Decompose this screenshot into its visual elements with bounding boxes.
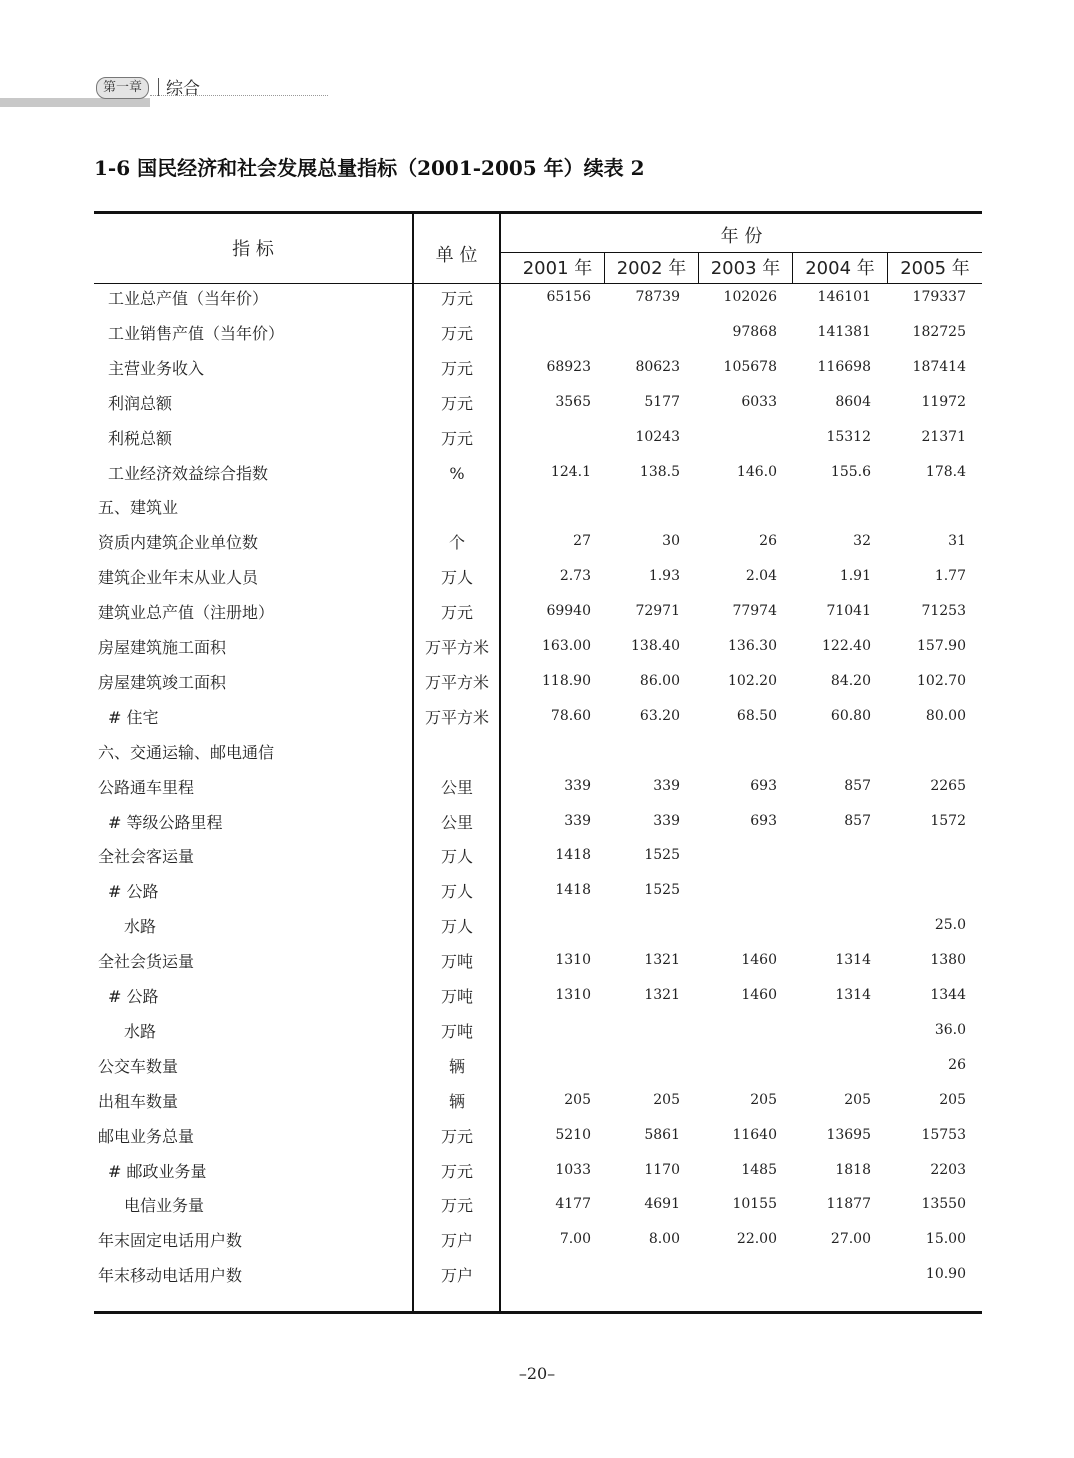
row-indicator: 五、建筑业 bbox=[98, 498, 179, 518]
table-title: 1-6 国民经济和社会发展总量指标（2001-2005 年）续表 2 bbox=[94, 156, 645, 180]
row-unit: 万元 bbox=[440, 1161, 473, 1181]
row-unit: 万人 bbox=[440, 847, 473, 867]
table-row bbox=[94, 1014, 982, 1049]
row-value-2004: 205 bbox=[844, 1091, 871, 1108]
row-value-2005: 179337 bbox=[912, 289, 966, 305]
row-value-2003: 1460 bbox=[741, 987, 777, 1003]
row-unit: 万元 bbox=[440, 1126, 473, 1146]
row-value-2001: 5210 bbox=[555, 1126, 591, 1143]
row-value-2001: 3565 bbox=[555, 393, 591, 410]
row-value-2004: 122.40 bbox=[822, 638, 871, 654]
table-row bbox=[94, 1084, 982, 1119]
row-unit: 公里 bbox=[440, 812, 473, 832]
row-indicator: 房屋建筑施工面积 bbox=[98, 638, 227, 657]
row-value-2003: 11640 bbox=[732, 1126, 777, 1143]
header-year-2003: 2003 年 bbox=[710, 258, 781, 279]
row-value-2002: 80623 bbox=[635, 358, 680, 375]
table-row bbox=[94, 909, 982, 944]
row-unit: 万元 bbox=[440, 428, 473, 448]
row-value-2005: 10.90 bbox=[925, 1266, 966, 1283]
table-row bbox=[94, 1223, 982, 1258]
row-indicator: 年末移动电话用户数 bbox=[98, 1266, 243, 1286]
row-value-2004: 857 bbox=[844, 812, 871, 829]
data-table bbox=[94, 211, 982, 1314]
row-indicator: 全社会货运量 bbox=[98, 952, 195, 972]
table-row bbox=[94, 770, 982, 805]
row-unit: 万吨 bbox=[440, 952, 473, 972]
row-unit: 万户 bbox=[440, 1231, 473, 1251]
row-indicator: 工业经济效益综合指数 bbox=[108, 463, 269, 483]
row-indicator: 资质内建筑企业单位数 bbox=[98, 533, 259, 553]
row-value-2001: 4177 bbox=[555, 1196, 591, 1213]
table-row bbox=[94, 456, 982, 491]
row-value-2001: 1310 bbox=[555, 987, 591, 1003]
header-year-group: 年 份 bbox=[720, 226, 763, 247]
header-year-rule bbox=[501, 252, 982, 253]
row-value-2005: 25.0 bbox=[934, 917, 966, 934]
row-value-2005: 1380 bbox=[930, 952, 966, 969]
table-row bbox=[94, 1188, 982, 1223]
row-value-2004: 1.91 bbox=[839, 568, 871, 585]
row-value-2005: 1572 bbox=[930, 812, 966, 829]
header-band bbox=[0, 98, 150, 107]
row-value-2003: 102.20 bbox=[728, 672, 777, 689]
table-row bbox=[94, 874, 982, 909]
row-unit: 万元 bbox=[440, 323, 473, 343]
row-value-2002: 339 bbox=[653, 812, 680, 829]
row-unit: 万人 bbox=[440, 917, 473, 937]
table-row bbox=[94, 1154, 982, 1189]
table-row bbox=[94, 281, 982, 316]
row-value-2001: 118.90 bbox=[542, 672, 591, 689]
row-indicator: 主营业务收入 bbox=[108, 358, 205, 378]
row-value-2003: 693 bbox=[750, 777, 777, 794]
row-value-2004: 11877 bbox=[826, 1196, 871, 1213]
row-value-2003: 26 bbox=[759, 533, 777, 550]
row-value-2001: 2.73 bbox=[559, 568, 591, 585]
row-indicator: 水路 bbox=[124, 917, 157, 937]
row-unit: 万元 bbox=[440, 358, 473, 378]
table-row bbox=[94, 1049, 982, 1084]
row-value-2003: 693 bbox=[750, 812, 777, 829]
row-value-2005: 26 bbox=[948, 1056, 966, 1073]
header-unit: 单 位 bbox=[435, 245, 478, 266]
row-value-2002: 30 bbox=[662, 533, 680, 550]
row-value-2005: 182725 bbox=[912, 323, 966, 340]
row-value-2002: 205 bbox=[653, 1091, 680, 1108]
row-indicator: 全社会客运量 bbox=[98, 847, 195, 867]
row-value-2003: 1485 bbox=[741, 1161, 777, 1178]
chapter-badge: 第一章 bbox=[96, 77, 149, 99]
table-row bbox=[94, 560, 982, 595]
row-indicator: # 邮政业务量 bbox=[108, 1161, 207, 1181]
page-number: –20– bbox=[518, 1364, 556, 1383]
row-unit: 万人 bbox=[440, 882, 473, 902]
row-value-2001: 205 bbox=[564, 1091, 591, 1108]
row-unit: 万元 bbox=[440, 393, 473, 413]
row-value-2003: 146.0 bbox=[736, 463, 777, 480]
row-value-2001: 68923 bbox=[546, 358, 591, 375]
row-value-2001: 163.00 bbox=[542, 638, 591, 654]
row-value-2001: 124.1 bbox=[550, 463, 591, 480]
row-unit: 万元 bbox=[440, 289, 473, 308]
table-row bbox=[94, 490, 982, 525]
row-indicator: # 公路 bbox=[108, 987, 159, 1006]
row-value-2002: 1321 bbox=[644, 952, 680, 969]
row-value-2001: 65156 bbox=[546, 289, 591, 305]
row-value-2002: 5861 bbox=[644, 1126, 680, 1143]
row-value-2002: 10243 bbox=[635, 428, 680, 445]
row-value-2003: 77974 bbox=[732, 603, 777, 620]
row-value-2002: 1525 bbox=[644, 882, 680, 899]
table-row bbox=[94, 839, 982, 874]
table-row bbox=[94, 1119, 982, 1154]
table-row bbox=[94, 421, 982, 456]
row-value-2005: 80.00 bbox=[925, 707, 966, 724]
row-value-2003: 102026 bbox=[723, 289, 777, 305]
row-indicator: 建筑业总产值（注册地） bbox=[98, 603, 275, 623]
table-bottom-rule bbox=[94, 1311, 982, 1314]
row-value-2001: 339 bbox=[564, 812, 591, 829]
row-indicator: 建筑企业年末从业人员 bbox=[98, 568, 259, 588]
row-value-2004: 1818 bbox=[835, 1161, 871, 1178]
row-value-2004: 146101 bbox=[817, 289, 871, 305]
row-indicator: 邮电业务总量 bbox=[98, 1126, 195, 1146]
row-indicator: 六、交通运输、邮电通信 bbox=[98, 742, 275, 762]
row-indicator: 工业销售产值（当年价） bbox=[108, 323, 285, 343]
row-value-2005: 2265 bbox=[930, 777, 966, 794]
row-indicator: 电信业务量 bbox=[124, 1196, 205, 1216]
row-value-2001: 69940 bbox=[546, 603, 591, 620]
row-unit: 个 bbox=[448, 533, 465, 553]
row-indicator: 出租车数量 bbox=[98, 1091, 179, 1111]
table-row bbox=[94, 386, 982, 421]
row-value-2005: 15753 bbox=[921, 1126, 966, 1143]
row-value-2001: 27 bbox=[573, 533, 591, 550]
row-value-2005: 11972 bbox=[921, 393, 966, 410]
row-value-2002: 86.00 bbox=[639, 672, 680, 689]
row-unit: 辆 bbox=[448, 1056, 465, 1076]
row-indicator: # 等级公路里程 bbox=[108, 812, 223, 832]
header-year-2002: 2002 年 bbox=[616, 258, 687, 279]
row-value-2002: 1525 bbox=[644, 847, 680, 864]
row-value-2001: 339 bbox=[564, 777, 591, 794]
row-value-2005: 178.4 bbox=[925, 463, 966, 480]
row-value-2003: 6033 bbox=[741, 393, 777, 410]
row-unit: 万元 bbox=[440, 603, 473, 623]
row-value-2001: 7.00 bbox=[559, 1231, 591, 1248]
row-value-2004: 8604 bbox=[835, 393, 871, 410]
row-indicator: 水路 bbox=[124, 1021, 157, 1041]
row-unit: 万平方米 bbox=[424, 707, 489, 727]
table-row bbox=[94, 316, 982, 351]
row-value-2004: 84.20 bbox=[830, 672, 871, 689]
row-value-2005: 102.70 bbox=[917, 672, 966, 689]
row-value-2005: 36.0 bbox=[934, 1021, 966, 1038]
row-indicator: 工业总产值（当年价） bbox=[108, 289, 269, 308]
header-year-2004: 2004 年 bbox=[805, 258, 875, 279]
row-unit: 公里 bbox=[440, 777, 473, 797]
row-value-2003: 68.50 bbox=[736, 707, 777, 724]
table-top-rule bbox=[94, 211, 982, 214]
row-unit: % bbox=[449, 463, 465, 483]
row-value-2002: 63.20 bbox=[639, 707, 680, 724]
row-value-2002: 339 bbox=[653, 777, 680, 794]
table-row bbox=[94, 735, 982, 770]
row-unit: 辆 bbox=[448, 1091, 465, 1111]
row-unit: 万吨 bbox=[440, 1021, 473, 1041]
row-value-2004: 116698 bbox=[817, 358, 871, 375]
table-row bbox=[94, 1258, 982, 1293]
row-value-2002: 1.93 bbox=[648, 568, 680, 585]
chapter-title: 综合 bbox=[166, 79, 200, 99]
row-value-2004: 857 bbox=[844, 777, 871, 794]
row-value-2003: 136.30 bbox=[728, 638, 777, 654]
row-value-2004: 155.6 bbox=[830, 463, 871, 480]
row-value-2004: 27.00 bbox=[830, 1231, 871, 1248]
table-row bbox=[94, 944, 982, 979]
row-value-2005: 2203 bbox=[930, 1161, 966, 1178]
row-value-2003: 97868 bbox=[732, 323, 777, 340]
row-value-2005: 13550 bbox=[921, 1196, 966, 1213]
row-value-2002: 138.5 bbox=[639, 463, 680, 480]
row-value-2002: 78739 bbox=[635, 289, 680, 305]
header-separator bbox=[158, 78, 159, 96]
row-value-2003: 205 bbox=[750, 1091, 777, 1108]
table-row bbox=[94, 595, 982, 630]
row-value-2002: 1170 bbox=[644, 1161, 680, 1178]
row-value-2004: 13695 bbox=[826, 1126, 871, 1143]
row-unit: 万平方米 bbox=[424, 672, 489, 692]
table-row bbox=[94, 805, 982, 840]
header-year-2001: 2001 年 bbox=[522, 258, 593, 279]
row-value-2005: 1344 bbox=[930, 987, 966, 1003]
row-value-2005: 1.77 bbox=[934, 568, 966, 585]
row-unit: 万户 bbox=[440, 1266, 473, 1286]
row-indicator: 利税总额 bbox=[108, 428, 173, 448]
row-value-2003: 22.00 bbox=[736, 1231, 777, 1248]
row-value-2001: 1033 bbox=[555, 1161, 591, 1178]
row-indicator: 年末固定电话用户数 bbox=[98, 1231, 243, 1251]
row-value-2002: 138.40 bbox=[631, 638, 680, 654]
row-indicator: # 住宅 bbox=[108, 707, 159, 727]
row-value-2001: 78.60 bbox=[550, 707, 591, 724]
row-indicator: # 公路 bbox=[108, 882, 159, 902]
row-unit: 万元 bbox=[440, 1196, 473, 1216]
row-value-2004: 15312 bbox=[826, 428, 871, 445]
row-unit: 万人 bbox=[440, 568, 473, 588]
header-year-2005: 2005 年 bbox=[900, 258, 970, 279]
row-value-2004: 1314 bbox=[835, 952, 871, 969]
table-row bbox=[94, 351, 982, 386]
row-value-2005: 187414 bbox=[912, 358, 966, 375]
table-row bbox=[94, 630, 982, 665]
row-value-2001: 1418 bbox=[555, 847, 591, 864]
row-indicator: 房屋建筑竣工面积 bbox=[98, 672, 227, 692]
row-value-2005: 15.00 bbox=[925, 1231, 966, 1248]
row-unit: 万吨 bbox=[440, 987, 473, 1006]
row-value-2004: 141381 bbox=[817, 323, 871, 340]
row-value-2001: 1418 bbox=[555, 882, 591, 899]
row-value-2005: 21371 bbox=[921, 428, 966, 445]
table-row bbox=[94, 979, 982, 1014]
row-value-2002: 5177 bbox=[644, 393, 680, 410]
table-row bbox=[94, 700, 982, 735]
row-value-2004: 32 bbox=[853, 533, 871, 550]
row-value-2003: 2.04 bbox=[745, 568, 777, 585]
row-value-2001: 1310 bbox=[555, 952, 591, 969]
table-row bbox=[94, 665, 982, 700]
row-value-2004: 60.80 bbox=[830, 707, 871, 724]
row-unit: 万平方米 bbox=[424, 638, 489, 657]
row-value-2003: 105678 bbox=[723, 358, 777, 375]
row-value-2002: 72971 bbox=[635, 603, 680, 620]
row-value-2002: 8.00 bbox=[648, 1231, 680, 1248]
row-indicator: 公交车数量 bbox=[98, 1056, 179, 1076]
header-indicator: 指 标 bbox=[232, 239, 274, 260]
row-value-2003: 10155 bbox=[732, 1196, 777, 1213]
row-value-2005: 71253 bbox=[921, 603, 966, 620]
row-indicator: 利润总额 bbox=[108, 393, 173, 413]
row-value-2005: 31 bbox=[948, 533, 966, 550]
row-value-2005: 157.90 bbox=[917, 638, 966, 654]
row-value-2004: 1314 bbox=[835, 987, 871, 1003]
row-value-2005: 205 bbox=[939, 1091, 966, 1108]
row-value-2003: 1460 bbox=[741, 952, 777, 969]
row-indicator: 公路通车里程 bbox=[98, 777, 195, 797]
row-value-2002: 4691 bbox=[644, 1196, 680, 1213]
row-value-2004: 71041 bbox=[826, 603, 871, 620]
table-row bbox=[94, 525, 982, 560]
row-value-2002: 1321 bbox=[644, 987, 680, 1003]
